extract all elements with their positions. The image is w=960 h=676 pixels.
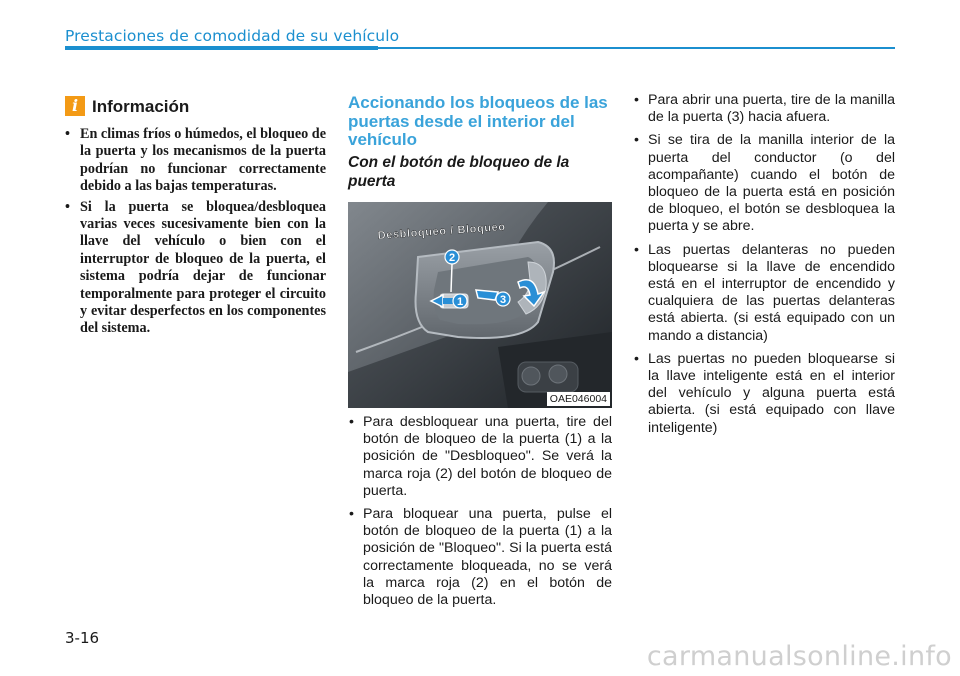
info-heading: Información bbox=[92, 97, 190, 116]
header-rule-accent bbox=[65, 46, 378, 50]
list-item: • Para abrir una puerta, tire de la manilla de la puerta (3) hacia afuera. bbox=[633, 92, 895, 126]
list-item: • Para desbloquear una puerta, tire del botón de bloqueo de la puerta (1) a la posición de "Desbloqueo". Se verá la marca roja (2) del botón de bloqueo de puerta. bbox=[348, 414, 612, 500]
callout-2-label: 2 bbox=[448, 252, 456, 264]
section-title: Accionando los bloqueos de las puertas desde el interior del vehículo bbox=[348, 93, 608, 149]
lock-arrow-icon bbox=[476, 290, 498, 300]
info-list bbox=[65, 126, 326, 341]
list-item: • Para bloquear una puerta, pulse el botón de bloqueo de la puerta (1) a la posición de "Bloqueo". Si la puerta está correctamente bloqueada, no se verá la marca roja (2) en el botón de bloqueo de la puerta. bbox=[348, 506, 612, 609]
header-section-title: Prestaciones de comodidad de su vehículo bbox=[65, 27, 400, 45]
list-item: • Las puertas delanteras no pueden bloquearse si la llave de encendido está en el interruptor de encendido y cualquiera de las puertas delanteras está abierta. (si está equipado con un mando a distancia) bbox=[633, 242, 895, 345]
section-subtitle: Con el botón de bloqueo de la puerta bbox=[348, 154, 570, 190]
list-item: • Si la puerta se bloquea/desbloquea varias veces sucesivamente bien con la llave del vehículo o bien con el interruptor de bloqueo de la puerta, el sistema podría dejar de funcionar temporalmente para proteger el circuito y evitar desperfectos en los componentes del sistema. bbox=[65, 199, 326, 338]
page-number: 3-16 bbox=[65, 629, 100, 647]
door-lock-figure bbox=[348, 202, 612, 408]
list-item: • En climas fríos o húmedos, el bloqueo de la puerta y los mecanismos de la puerta podrían no funcionar correctamente debido a las bajas temperaturas. bbox=[65, 126, 326, 196]
door-panel-illustration bbox=[348, 202, 612, 408]
callout-3-label: 3 bbox=[499, 294, 507, 306]
info-icon: i bbox=[65, 96, 85, 116]
right-list bbox=[633, 92, 895, 437]
middle-list bbox=[348, 414, 612, 609]
list-item: • Si se tira de la manilla interior de la puerta del conductor (o del acompañante) cuando el botón de bloqueo de la puerta está en posición de bloqueo, el botón se desbloquea la puerta y se abre. bbox=[633, 132, 895, 235]
figure-code: OAE046004 bbox=[547, 392, 610, 406]
watermark: carmanualsonline.info bbox=[646, 641, 952, 672]
callout-1-label: 1 bbox=[456, 296, 464, 308]
figure-overlay-label: Desbloqueo / Bloqueo bbox=[377, 221, 507, 242]
list-item: • Las puertas no pueden bloquearse si la llave inteligente está en el interior del vehículo y alguna puerta está abierta. (si está equipado con llave inteligente) bbox=[633, 351, 895, 437]
